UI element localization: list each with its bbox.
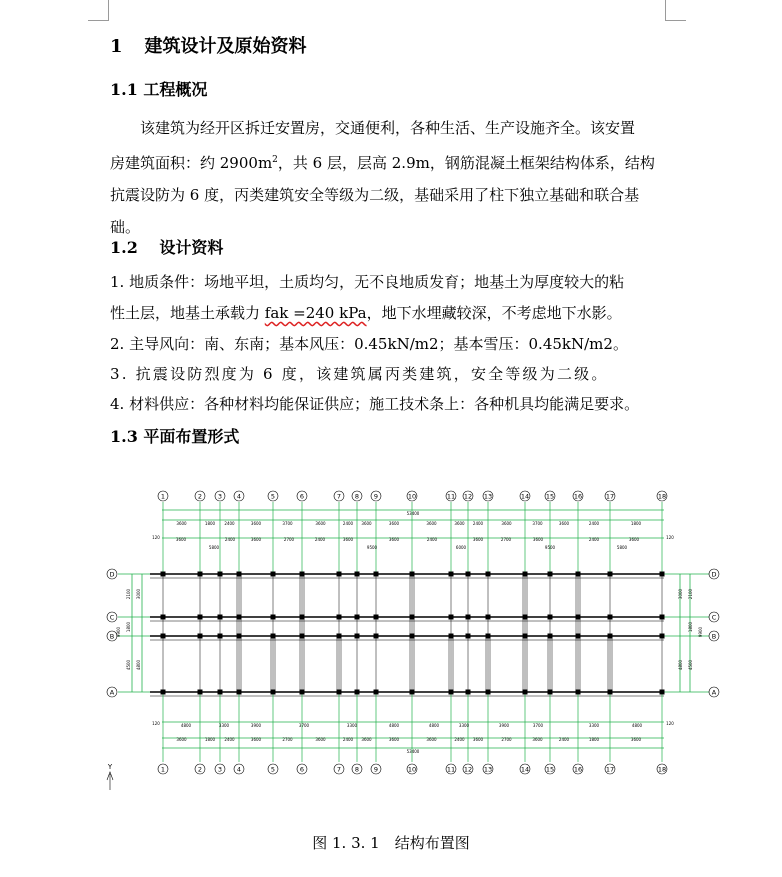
structural-plan-drawing	[104, 482, 724, 792]
chapter-number: 1	[110, 36, 123, 57]
dimension-label: 4800	[428, 723, 440, 728]
dimension-label: 3600	[454, 521, 465, 526]
column-mark	[410, 572, 415, 577]
dimension-label: 1800	[204, 521, 216, 526]
column-mark	[523, 690, 528, 695]
column-mark	[466, 572, 471, 577]
axis-number-top: 17	[605, 492, 615, 501]
column-mark	[237, 634, 242, 639]
column-mark	[548, 690, 553, 695]
dimension-label: 3600	[315, 521, 326, 526]
column-mark	[466, 690, 471, 695]
axis-letter: B	[711, 632, 717, 641]
axis-number-top: 10	[407, 492, 417, 501]
column-mark	[300, 634, 305, 639]
dimension-label: 2700	[500, 537, 512, 542]
dimension-label: 2400	[472, 521, 484, 526]
side-dimension-label: 2100	[126, 588, 131, 600]
column-mark	[660, 690, 665, 695]
column-mark	[466, 615, 471, 620]
column-mark	[486, 634, 491, 639]
axis-number-top: 1	[160, 492, 166, 501]
axis-number-bottom: 10	[407, 765, 417, 774]
column-mark	[161, 634, 166, 639]
axis-number-bottom: 1	[160, 765, 166, 774]
dimension-label: 2400	[588, 537, 600, 542]
axis-number-top: 14	[520, 492, 530, 501]
axis-number-top: 12	[463, 492, 473, 501]
design-item-4: 4. 材料供应：各种材料均能保证供应；施工技术条上：各种机具均能满足要求。	[110, 395, 640, 413]
column-mark	[355, 572, 360, 577]
column-mark	[271, 690, 276, 695]
page-corner-mark-left	[88, 0, 109, 21]
dimension-label: 3900	[498, 723, 510, 728]
dimension-label: 3600	[426, 521, 437, 526]
column-mark	[300, 572, 305, 577]
column-mark	[161, 615, 166, 620]
dimension-label: 4800	[388, 723, 400, 728]
axis-number-top: 2	[197, 492, 203, 501]
axis-number-top: 7	[336, 492, 342, 501]
dimension-label: 4800	[631, 723, 643, 728]
column-mark	[198, 634, 203, 639]
column-mark	[466, 634, 471, 639]
column-mark	[237, 615, 242, 620]
column-mark	[271, 634, 276, 639]
column-mark	[355, 615, 360, 620]
axis-number-top: 16	[573, 492, 583, 501]
axis-number-bottom: 3	[217, 765, 223, 774]
column-mark	[337, 690, 342, 695]
axis-number-top: 13	[483, 492, 493, 501]
column-mark	[198, 572, 203, 577]
design-item-3: 3. 抗震设防烈度为 6 度，该建筑属丙类建筑，安全等级为二级。	[110, 365, 609, 383]
dimension-label: 1800	[588, 737, 600, 742]
section-1-3-title: 1.3 平面布置形式	[110, 427, 240, 446]
axis-number-bottom: 15	[545, 765, 555, 774]
column-mark	[198, 690, 203, 695]
dimension-label: 6000	[455, 545, 467, 550]
para-line-1: 该建筑为经开区拆迁安置房，交通便利，各种生活、生产设施齐全。该安置	[140, 119, 636, 137]
dimension-label: 5800	[208, 545, 220, 550]
dimension-label: 2400	[224, 537, 236, 542]
end-dimension-label: 120	[152, 721, 160, 726]
column-mark	[161, 690, 166, 695]
dimension-label: 3700	[532, 521, 543, 526]
dimension-label: 3700	[532, 723, 544, 728]
dimension-label: 1800	[630, 521, 642, 526]
axis-number-bottom: 18	[657, 765, 667, 774]
side-dimension-label: 4800	[136, 659, 141, 671]
dimension-label: 1800	[204, 737, 216, 742]
axis-number-bottom: 6	[299, 765, 305, 774]
north-arrow-label: Y	[107, 763, 113, 771]
dimension-label: 3600	[501, 521, 512, 526]
column-mark	[608, 572, 613, 577]
dimension-label: 3600	[176, 737, 187, 742]
side-dimension-label: 3000	[678, 588, 683, 600]
column-mark	[300, 615, 305, 620]
axis-letter: B	[109, 632, 115, 641]
axis-number-top: 8	[354, 492, 360, 501]
column-mark	[355, 634, 360, 639]
dimension-label: 3300	[346, 723, 358, 728]
design-item-1-cont-b: ，地下水埋藏较深，不考虑地下水影。	[366, 304, 622, 322]
column-mark	[576, 634, 581, 639]
dimension-label: 3900	[250, 723, 262, 728]
dimension-label: 3600	[532, 737, 543, 742]
section-1-1-title: 1.1 工程概况	[110, 80, 208, 99]
fak-value: fak =240 kPa	[264, 304, 367, 322]
dimension-label: 3600	[388, 537, 400, 542]
dimension-label: 3600	[250, 537, 262, 542]
side-dimension-label: 9900	[116, 626, 121, 638]
column-mark	[486, 690, 491, 695]
dimension-label: 2400	[314, 537, 326, 542]
axis-number-bottom: 17	[605, 765, 615, 774]
dimension-label: 3700	[298, 723, 310, 728]
axis-number-bottom: 12	[463, 765, 473, 774]
para-line-2b: ，共 6 层，层高 2.9m，钢筋混凝土框架结构体系，结构	[277, 154, 655, 172]
side-dimension-label: 1800	[688, 621, 693, 633]
dimension-label: 2700	[501, 737, 512, 742]
design-item-1-cont-a: 性土层，地基土承载力	[110, 304, 265, 322]
section-1-1-paragraph	[110, 112, 666, 243]
column-mark	[523, 572, 528, 577]
column-mark	[374, 572, 379, 577]
dimension-label: 3600	[388, 521, 400, 526]
column-mark	[410, 615, 415, 620]
column-mark	[374, 615, 379, 620]
axis-letter: A	[109, 688, 115, 697]
axis-number-top: 6	[299, 492, 305, 501]
column-mark	[337, 634, 342, 639]
dimension-label: 3600	[388, 737, 400, 742]
axis-number-top: 15	[545, 492, 555, 501]
column-mark	[523, 615, 528, 620]
column-mark	[486, 615, 491, 620]
column-mark	[548, 634, 553, 639]
dimension-label: 4800	[180, 723, 192, 728]
axis-number-top: 4	[236, 492, 242, 501]
axis-number-bottom: 8	[354, 765, 360, 774]
dimension-label: 3600	[361, 737, 372, 742]
dimension-label: 3600	[315, 737, 326, 742]
dimension-label: 5800	[616, 545, 628, 550]
dimension-label: 2400	[558, 737, 570, 742]
column-mark	[449, 572, 454, 577]
dimension-label: 3300	[588, 723, 600, 728]
side-dimension-label: 2100	[688, 588, 693, 600]
page-corner-mark-right	[665, 0, 686, 21]
dimension-label: 3600	[472, 737, 484, 742]
side-dimension-label: 4800	[678, 659, 683, 671]
side-dimension-label: 4500	[688, 659, 693, 671]
axis-number-top: 5	[270, 492, 276, 501]
column-mark	[218, 572, 223, 577]
dimension-label: 3700	[282, 521, 293, 526]
dimension-label: 3600	[175, 537, 187, 542]
side-dimension-label: 9900	[698, 626, 703, 638]
design-item-1-cont	[110, 302, 666, 323]
para-line-4: 础。	[110, 218, 141, 236]
column-mark	[576, 572, 581, 577]
dimension-label: 2400	[342, 737, 354, 742]
column-mark	[218, 634, 223, 639]
section-1-2-title: 1.2 设计资料	[110, 238, 224, 257]
column-mark	[523, 634, 528, 639]
column-mark	[660, 615, 665, 620]
axis-number-top: 18	[657, 492, 667, 501]
side-dimension-label: 3000	[136, 588, 141, 600]
dimension-label: 3600	[426, 737, 437, 742]
column-mark	[660, 634, 665, 639]
para-line-2-sup: 2	[272, 155, 278, 165]
column-mark	[218, 615, 223, 620]
dimension-label: 2400	[342, 521, 354, 526]
axis-number-top: 11	[446, 492, 456, 501]
dimension-label: 2700	[283, 537, 295, 542]
chapter-heading	[110, 32, 307, 58]
axis-letter: C	[109, 613, 115, 622]
dimension-label: 3600	[472, 537, 484, 542]
column-mark	[337, 572, 342, 577]
axis-letter: C	[711, 613, 717, 622]
para-line-3: 抗震设防为 6 度，丙类建筑安全等级为二级，基础采用了柱下独立基础和联合基	[110, 186, 640, 204]
column-mark	[608, 690, 613, 695]
dimension-label: 3600	[558, 521, 570, 526]
dimension-label: 3600	[532, 537, 544, 542]
dimension-label: 9500	[366, 545, 378, 550]
dimension-label: 3600	[176, 521, 187, 526]
column-mark	[337, 615, 342, 620]
total-dimension-label: 53400	[406, 511, 420, 516]
chapter-title: 建筑设计及原始资料	[144, 36, 307, 57]
dimension-label: 2700	[282, 737, 293, 742]
axis-number-bottom: 2	[197, 765, 203, 774]
end-dimension-label: 120	[666, 535, 674, 540]
dimension-label: 2400	[224, 737, 235, 742]
column-mark	[449, 615, 454, 620]
dimension-label: 2400	[454, 737, 465, 742]
design-item-2: 2. 主导风向：南、东南；基本风压：0.45kN/m2；基本雪压：0.45kN/m2。	[110, 335, 628, 353]
column-mark	[198, 615, 203, 620]
dimension-label: 9500	[544, 545, 556, 550]
axis-number-bottom: 13	[483, 765, 493, 774]
column-mark	[486, 572, 491, 577]
column-mark	[374, 690, 379, 695]
side-dimension-label: 1800	[126, 621, 131, 633]
dimension-label: 2400	[426, 537, 438, 542]
column-mark	[374, 634, 379, 639]
column-mark	[576, 690, 581, 695]
column-mark	[576, 615, 581, 620]
end-dimension-label: 120	[152, 535, 160, 540]
dimension-label: 3300	[458, 723, 470, 728]
column-mark	[660, 572, 665, 577]
column-mark	[218, 690, 223, 695]
dimension-label: 3600	[628, 537, 640, 542]
axis-number-bottom: 7	[336, 765, 342, 774]
column-mark	[355, 690, 360, 695]
dimension-label: 3600	[630, 737, 642, 742]
axis-number-bottom: 16	[573, 765, 583, 774]
total-dimension-label: 53400	[406, 749, 420, 754]
dimension-label: 3300	[218, 723, 230, 728]
column-mark	[410, 634, 415, 639]
dimension-label: 2400	[224, 521, 235, 526]
dimension-label: 3600	[342, 537, 354, 542]
side-dimension-label: 4500	[126, 659, 131, 671]
dimension-label: 3600	[361, 521, 372, 526]
axis-number-bottom: 4	[236, 765, 242, 774]
axis-number-top: 3	[217, 492, 223, 501]
figure-caption: 图 1. 3. 1 结构布置图	[312, 834, 470, 852]
column-mark	[449, 690, 454, 695]
axis-letter: D	[711, 570, 717, 579]
end-dimension-label: 120	[666, 721, 674, 726]
column-mark	[237, 690, 242, 695]
column-mark	[161, 572, 166, 577]
axis-letter: D	[109, 570, 115, 579]
para-line-2a: 房建筑面积：约 2900m	[110, 154, 273, 172]
column-mark	[548, 572, 553, 577]
column-mark	[410, 690, 415, 695]
dimension-label: 3600	[250, 737, 262, 742]
column-mark	[608, 615, 613, 620]
column-mark	[271, 572, 276, 577]
dimension-label: 2400	[588, 521, 600, 526]
design-item-1: 1. 地质条件：场地平坦，土质均匀，无不良地质发育；地基土为厚度较大的粘	[110, 273, 625, 291]
axis-letter: A	[711, 688, 717, 697]
axis-number-bottom: 9	[373, 765, 379, 774]
axis-number-bottom: 14	[520, 765, 530, 774]
column-mark	[548, 615, 553, 620]
dimension-label: 3600	[250, 521, 262, 526]
column-mark	[237, 572, 242, 577]
column-mark	[300, 690, 305, 695]
column-mark	[449, 634, 454, 639]
column-mark	[608, 634, 613, 639]
axis-number-bottom: 11	[446, 765, 456, 774]
column-mark	[271, 615, 276, 620]
axis-number-top: 9	[373, 492, 379, 501]
axis-number-bottom: 5	[270, 765, 276, 774]
